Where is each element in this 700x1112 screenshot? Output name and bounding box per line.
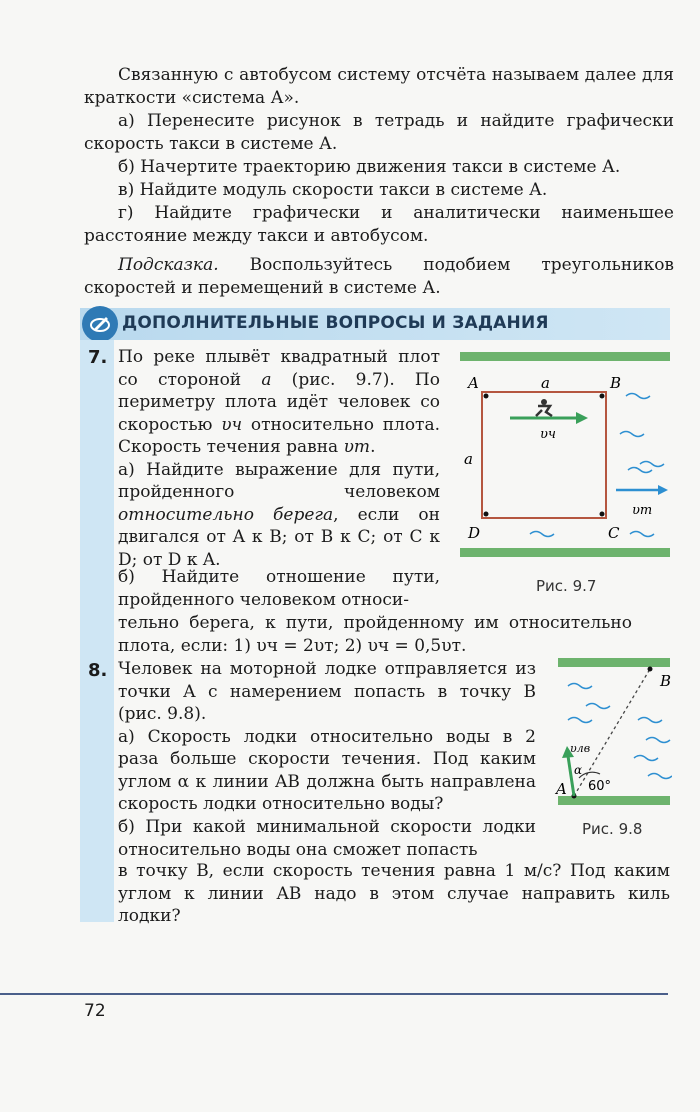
intro-item-c: в) Найдите модуль скорости такси в системе А. bbox=[118, 180, 548, 200]
task-7-statement-part: относительно плота. Скорость течения равна bbox=[118, 414, 440, 457]
task-8-part-b-end: в точку B, если скорость течения равна 1 м/с? Под каким углом к линии AB надо в этом случае направить киль лодки? bbox=[118, 861, 670, 926]
label-D: D bbox=[468, 524, 481, 542]
label-A: A bbox=[468, 374, 479, 392]
figure-9-8-caption: Рис. 9.8 bbox=[582, 820, 643, 838]
person-arrow-head bbox=[576, 412, 588, 424]
intro-item-d: г) Найдите графически и аналитически наименьшее расстояние между такси и автобусом. bbox=[84, 203, 674, 246]
pencil-note-icon bbox=[82, 306, 118, 342]
figure-9-8 bbox=[552, 654, 672, 814]
label-v-lv: υлв bbox=[570, 742, 591, 755]
task-7-part-b-end: тельно берега, к пути, пройденному им относительно плота, если: 1) υч = 2υт; 2) υч = 0,5υт. bbox=[118, 613, 632, 656]
task-8-number: 8. bbox=[88, 660, 108, 681]
task-sidebar bbox=[80, 340, 114, 922]
task-7-var-vch: υч bbox=[221, 414, 243, 435]
section-header bbox=[80, 308, 670, 340]
corner-b-dot bbox=[600, 394, 605, 399]
hint-text: Воспользуйтесь подобием треугольников скоростей и перемещений в системе А. bbox=[84, 255, 674, 298]
task-8-text bbox=[118, 658, 536, 816]
task-7-part-b-start: б) Найдите отношение пути, пройденного человеком относи- bbox=[118, 567, 440, 610]
task-7-number: 7. bbox=[88, 347, 108, 368]
figure-9-7 bbox=[460, 348, 672, 564]
current-arrow-head bbox=[658, 485, 668, 495]
task-7-statement-part: (рис. 9.7). По периметру плота идёт человек со скоростью bbox=[118, 369, 440, 435]
angle-arc bbox=[579, 772, 600, 778]
label-side-left: a bbox=[464, 450, 473, 468]
task-7-part-a-text: , если он двигался от A к B; от B к C; от C к D; от D к A. bbox=[118, 504, 440, 570]
label-B: B bbox=[610, 374, 622, 392]
intro-item-a: а) Перенесите рисунок в тетрадь и найдите графически скорость такси в системе А. bbox=[84, 111, 674, 154]
task-7-part-a-text: а) Найдите выражение для пути, пройденного человеком bbox=[118, 459, 440, 502]
label-angle-60: 60° bbox=[588, 779, 612, 794]
water-waves bbox=[568, 684, 672, 779]
footer-divider bbox=[0, 993, 668, 995]
river-bank-top bbox=[558, 658, 670, 667]
corner-a-dot bbox=[484, 394, 489, 399]
figure-9-7-caption: Рис. 9.7 bbox=[536, 577, 597, 595]
task-8-statement: Человек на моторной лодке отправляется из точки A с намерением попасть в точку B (рис. 9.8). bbox=[118, 659, 536, 724]
hint-paragraph bbox=[84, 254, 674, 300]
task-7-statement-part: . bbox=[370, 437, 376, 457]
task-7-part-a-italic: относительно берега bbox=[118, 504, 334, 525]
corner-c-dot bbox=[600, 512, 605, 517]
person-icon bbox=[536, 399, 552, 416]
task-8-part-a: а) Скорость лодки относительно воды в 2 раза больше скорости течения. Под каким углом α к линии AB должна быть направлена скорость лодки относительно воды? bbox=[118, 726, 536, 814]
label-vt: υт bbox=[632, 503, 653, 518]
section-title: ДОПОЛНИТЕЛЬНЫЕ ВОПРОСЫ И ЗАДАНИЯ bbox=[122, 313, 549, 333]
river-bank-bottom bbox=[460, 548, 670, 557]
label-C: C bbox=[608, 524, 620, 542]
raft-square bbox=[482, 392, 606, 518]
label-side-top: a bbox=[541, 374, 550, 392]
intro-line: Связанную с автобусом систему отсчёта называем далее для краткости «система А». bbox=[84, 65, 674, 108]
corner-d-dot bbox=[484, 512, 489, 517]
task-7-statement-part: По реке плывёт квадратный плот со стороной bbox=[118, 347, 440, 390]
task-7-part-a bbox=[118, 459, 440, 572]
task-7-text bbox=[118, 346, 440, 571]
label-vch: υч bbox=[540, 427, 556, 442]
label-A: A bbox=[556, 780, 567, 798]
page-number: 72 bbox=[84, 1001, 106, 1021]
task-7-var-vt: υт bbox=[343, 437, 371, 457]
intro-block bbox=[84, 64, 674, 300]
label-alpha: α bbox=[574, 763, 583, 777]
task-7-statement bbox=[118, 346, 440, 459]
point-b bbox=[648, 667, 653, 672]
task-8-part-b-start: б) При какой минимальной скорости лодки относительно воды она сможет попасть bbox=[118, 817, 536, 860]
intro-item-b: б) Начертите траекторию движения такси в системе А. bbox=[118, 157, 621, 177]
river-bank-top bbox=[460, 352, 670, 361]
task-7-var-a: a bbox=[261, 369, 272, 390]
hint-label: Подсказка. bbox=[118, 255, 219, 275]
label-B: B bbox=[660, 672, 672, 690]
